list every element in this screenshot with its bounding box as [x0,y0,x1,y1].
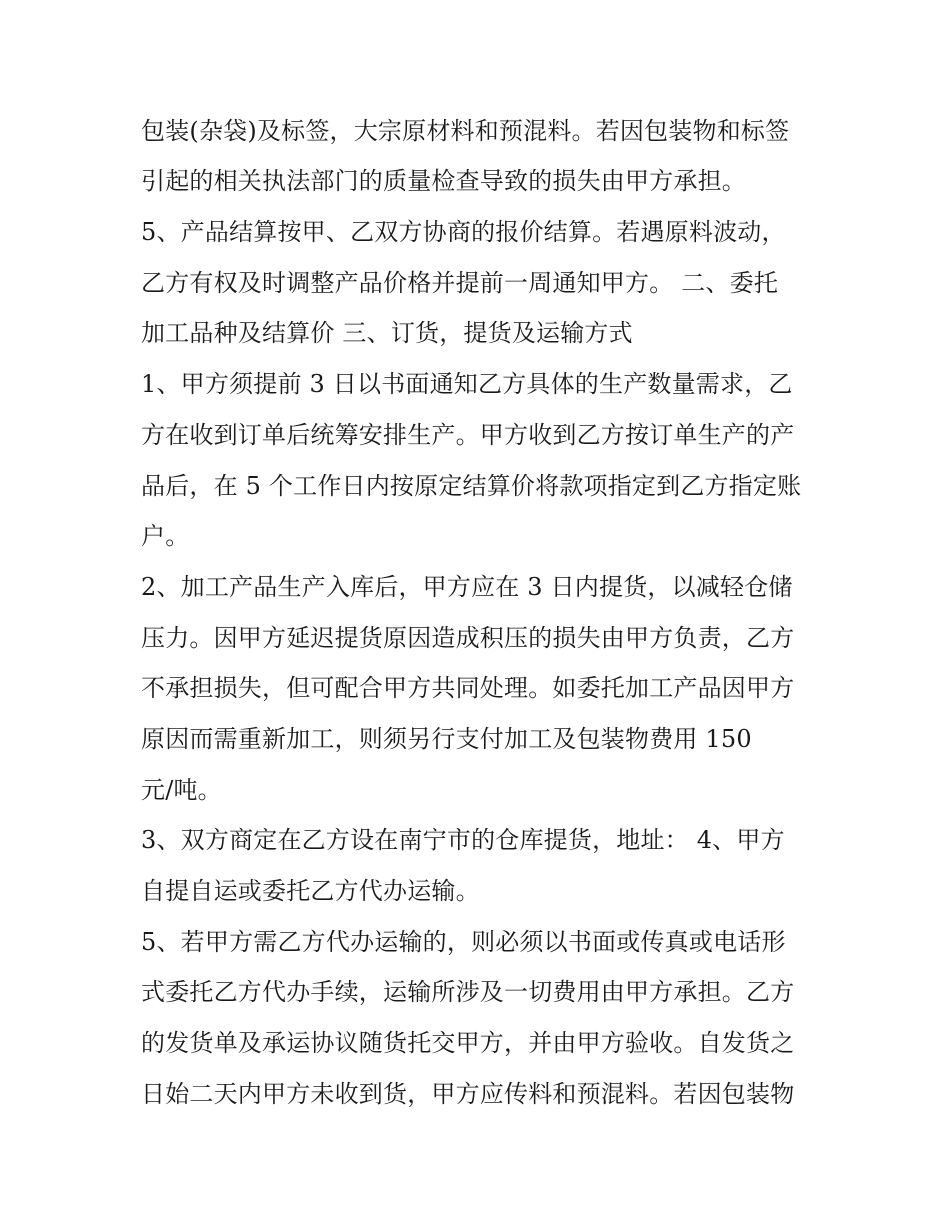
text-line: 方在收到订单后统筹安排生产。甲方收到乙方按订单生产的产 [141,421,795,449]
text-line: 日始二天内甲方未收到货，甲方应传料和预混料。若因包装物 [141,1080,795,1108]
text-line: 1、甲方须提前 3 日以书面通知乙方具体的生产数量需求，乙 [141,370,793,398]
text-line: 品后，在 5 个工作日内按原定结算价将款项指定到乙方指定账 [141,472,802,500]
text-line: 5、若甲方需乙方代办运输的，则必须以书面或传真或电话形 [141,928,786,956]
text-line: 引起的相关执法部门的质量检查导致的损失由甲方承担。 [141,167,746,195]
text-line: 户。 [141,522,190,550]
text-line: 原因而需重新加工，则须另行支付加工及包装物费用 150 [141,725,752,753]
text-line: 自提自运或委托乙方代办运输。 [141,877,480,905]
text-line: 不承担损失，但可配合甲方共同处理。如委托加工产品因甲方 [141,674,795,702]
text-line: 元/吨。 [141,776,222,804]
text-line: 5、产品结算按甲、乙双方协商的报价结算。若遇原料波动， [141,218,786,246]
text-line: 加工品种及结算价 三、订货，提货及运输方式 [141,319,633,347]
text-line: 的发货单及承运协议随货托交甲方，并由甲方验收。自发货之 [141,1029,795,1057]
text-line: 2、加工产品生产入库后，甲方应在 3 日内提货，以减轻仓储 [141,573,793,601]
text-line: 包装(杂袋)及标签，大宗原材料和预混料。若因包装物和标签 [141,117,790,145]
text-line: 压力。因甲方延迟提货原因造成积压的损失由甲方负责，乙方 [141,624,795,652]
text-line: 式委托乙方代办手续，运输所涉及一切费用由甲方承担。乙方 [141,978,795,1006]
text-line: 3、双方商定在乙方设在南宁市的仓库提货，地址： 4、甲方 [141,826,785,854]
text-line: 乙方有权及时调整产品价格并提前一周通知甲方。 二、委托 [141,269,779,297]
